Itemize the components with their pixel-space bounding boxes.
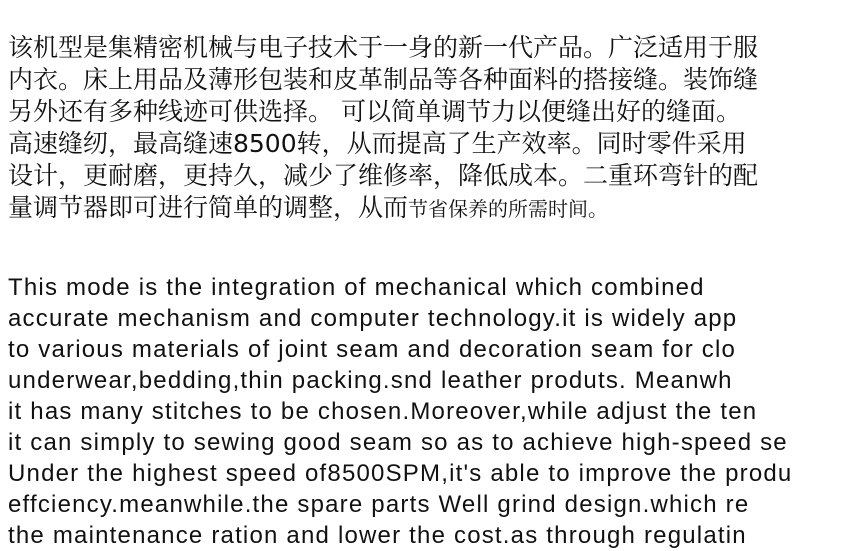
english-text-line: accurate mechanism and computer technology.it is widely app xyxy=(8,305,738,332)
english-text-line: Under the highest speed of8500SPM,it's able to improve the produ xyxy=(8,460,793,487)
english-text-line: the maintenance ration and lower the cost.as through regulatin xyxy=(8,522,747,549)
chinese-text-line: 内衣。床上用品及薄形包装和皮革制品等各种面料的搭接缝。装饰缝 xyxy=(8,65,759,94)
chinese-text-line: 高速缝纫，最高缝速8500转，从而提高了生产效率。同时零件采用 xyxy=(8,129,747,158)
english-description-paragraph xyxy=(8,272,858,551)
chinese-text-segment-small: 节省保养的所需时间。 xyxy=(408,197,609,221)
chinese-text-line: 另外还有多种线迹可供选择。 可以简单调节力以便缝出好的缝面。 xyxy=(8,97,741,126)
english-text-line: This mode is the integration of mechanical which combined xyxy=(8,274,705,301)
english-text-line: it can simply to sewing good seam so as to achieve high-speed se xyxy=(8,429,788,456)
chinese-text-line: 该机型是集精密机械与电子技术于一身的新一代产品。广泛适用于服 xyxy=(8,33,759,62)
english-text-line: it has many stitches to be chosen.Moreover,while adjust the ten xyxy=(8,398,758,425)
chinese-text-line-last xyxy=(8,192,858,224)
chinese-text-line: 设计，更耐磨，更持久，减少了维修率，降低成本。二重环弯针的配 xyxy=(8,161,759,190)
english-text-line: effciency.meanwhile.the spare parts Well grind design.which re xyxy=(8,491,750,518)
chinese-description-paragraph xyxy=(8,32,858,224)
english-text-line: to various materials of joint seam and decoration seam for clo xyxy=(8,336,737,363)
english-text-line: underwear,bedding,thin packing.snd leather produts. Meanwh xyxy=(8,367,733,394)
chinese-text-segment: 量调节器即可进行简单的调整，从而 xyxy=(8,193,409,222)
